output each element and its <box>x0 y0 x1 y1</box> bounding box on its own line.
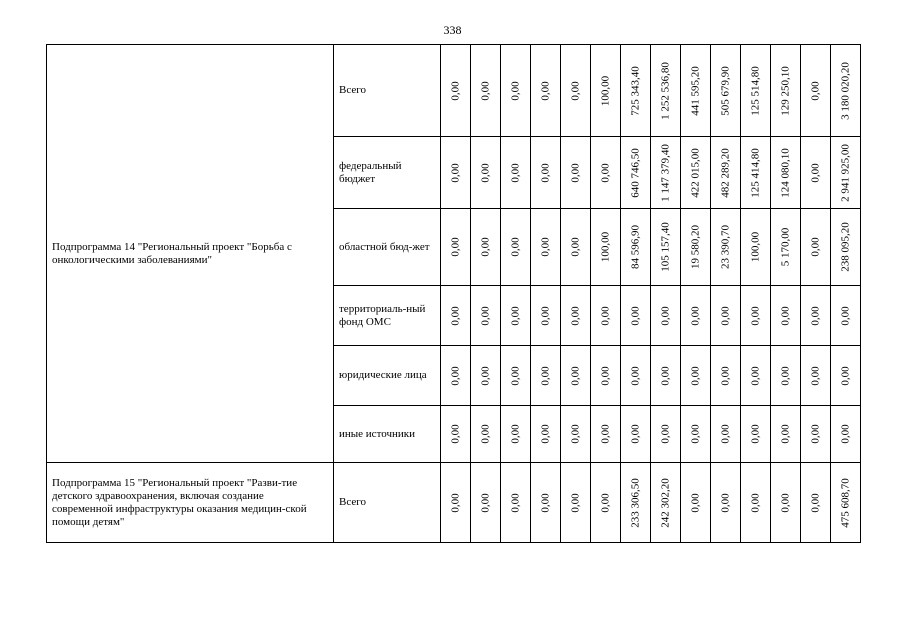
value-cell <box>771 346 801 406</box>
value-text: 125 514,80 <box>749 65 761 116</box>
value-cell <box>591 406 621 463</box>
funding-source-cell: юридические лица <box>334 346 441 406</box>
value-cell <box>771 406 801 463</box>
value-text: 84 596,90 <box>629 225 641 269</box>
funding-source-cell: иные источники <box>334 406 441 463</box>
value-text: 0,00 <box>839 424 851 444</box>
value-text: 0,00 <box>449 424 461 444</box>
value-cell <box>651 346 681 406</box>
value-text: 0,00 <box>509 365 521 386</box>
value-text: 0,00 <box>569 492 581 513</box>
value-cell <box>801 346 831 406</box>
value-text: 0,00 <box>719 305 731 326</box>
value-cell <box>441 209 471 286</box>
value-cell <box>651 406 681 463</box>
value-cell <box>831 209 861 286</box>
value-text: 238 095,20 <box>839 222 851 272</box>
value-text: 100,00 <box>749 231 761 263</box>
value-text: 422 015,00 <box>689 147 701 198</box>
table-row <box>47 45 861 137</box>
value-cell <box>741 45 771 137</box>
funding-source-cell: Всего <box>334 45 441 137</box>
value-cell <box>501 45 531 137</box>
value-text: 0,00 <box>659 305 671 326</box>
value-text: 0,00 <box>599 162 611 183</box>
value-cell <box>801 137 831 209</box>
value-cell <box>561 45 591 137</box>
value-text: 0,00 <box>569 162 581 183</box>
value-text: 0,00 <box>629 305 641 326</box>
value-cell <box>561 406 591 463</box>
value-text: 0,00 <box>779 365 791 386</box>
value-text: 0,00 <box>749 424 761 444</box>
value-text: 0,00 <box>449 492 461 513</box>
value-text: 0,00 <box>809 162 821 183</box>
value-text: 0,00 <box>689 305 701 326</box>
value-text: 105 157,40 <box>659 222 671 272</box>
value-cell <box>591 463 621 543</box>
value-cell <box>681 45 711 137</box>
program-name-cell: Подпрограмма 14 "Региональный проект "Борьба с онкологическими заболеваниями" <box>47 45 334 463</box>
value-cell <box>681 346 711 406</box>
value-cell <box>471 286 501 346</box>
value-text: 1 147 379,40 <box>659 143 671 202</box>
value-text: 125 414,80 <box>749 147 761 198</box>
value-cell <box>591 45 621 137</box>
value-text: 0,00 <box>569 424 581 444</box>
page-number: 338 <box>443 23 462 37</box>
value-cell <box>801 286 831 346</box>
value-cell <box>711 209 741 286</box>
value-text: 1 252 536,80 <box>659 61 671 120</box>
value-cell <box>531 286 561 346</box>
value-cell <box>801 45 831 137</box>
value-text: 0,00 <box>719 424 731 444</box>
value-cell <box>531 137 561 209</box>
value-text: 0,00 <box>539 162 551 183</box>
value-cell <box>621 406 651 463</box>
value-text: 0,00 <box>479 237 491 257</box>
funding-source-cell: федеральный бюджет <box>334 137 441 209</box>
value-cell <box>741 137 771 209</box>
value-cell <box>651 286 681 346</box>
value-text: 0,00 <box>809 492 821 513</box>
value-text: 0,00 <box>509 80 521 101</box>
value-cell <box>501 286 531 346</box>
value-cell <box>561 463 591 543</box>
value-text: 0,00 <box>479 305 491 326</box>
value-cell <box>741 286 771 346</box>
value-cell <box>711 45 741 137</box>
value-text: 725 343,40 <box>629 65 641 116</box>
value-text: 0,00 <box>599 305 611 326</box>
value-text: 0,00 <box>479 80 491 101</box>
value-cell <box>501 209 531 286</box>
value-text: 0,00 <box>539 365 551 386</box>
value-cell <box>681 463 711 543</box>
value-cell <box>471 406 501 463</box>
value-cell <box>831 45 861 137</box>
value-text: 0,00 <box>569 80 581 101</box>
value-text: 0,00 <box>599 365 611 386</box>
value-cell <box>471 463 501 543</box>
value-cell <box>531 406 561 463</box>
value-text: 0,00 <box>809 80 821 101</box>
value-cell <box>771 45 801 137</box>
value-cell <box>561 346 591 406</box>
value-text: 0,00 <box>569 305 581 326</box>
value-cell <box>831 463 861 543</box>
value-text: 0,00 <box>599 492 611 513</box>
value-text: 0,00 <box>449 80 461 101</box>
value-cell <box>651 137 681 209</box>
value-cell <box>831 346 861 406</box>
value-cell <box>651 463 681 543</box>
value-text: 100,00 <box>599 231 611 263</box>
value-cell <box>501 137 531 209</box>
value-text: 0,00 <box>749 365 761 386</box>
value-cell <box>471 346 501 406</box>
value-text: 0,00 <box>779 305 791 326</box>
value-text: 0,00 <box>749 305 761 326</box>
value-cell <box>771 286 801 346</box>
program-name-cell: Подпрограмма 15 "Региональный проект "Разви-тие детского здравоохранения, включая создание современной инфраструктуры оказания медицин-ской помощи детям" <box>47 463 334 543</box>
value-text: 0,00 <box>539 424 551 444</box>
value-cell <box>591 209 621 286</box>
value-cell <box>831 286 861 346</box>
value-cell <box>561 209 591 286</box>
value-text: 3 180 020,20 <box>839 61 851 120</box>
value-cell <box>591 286 621 346</box>
value-cell <box>711 463 741 543</box>
value-cell <box>681 286 711 346</box>
value-text: 505 679,90 <box>719 65 731 116</box>
value-text: 0,00 <box>779 492 791 513</box>
value-cell <box>441 346 471 406</box>
value-text: 0,00 <box>479 365 491 386</box>
value-cell <box>741 209 771 286</box>
value-cell <box>741 346 771 406</box>
value-text: 100,00 <box>599 75 611 106</box>
value-text: 0,00 <box>839 305 851 326</box>
value-text: 0,00 <box>719 365 731 386</box>
value-text: 0,00 <box>569 365 581 386</box>
value-text: 242 302,20 <box>659 477 671 528</box>
value-cell <box>771 137 801 209</box>
value-cell <box>801 406 831 463</box>
funding-source-cell: Всего <box>334 463 441 543</box>
value-text: 0,00 <box>629 424 641 444</box>
value-text: 0,00 <box>449 237 461 257</box>
value-text: 0,00 <box>659 424 671 444</box>
value-text: 0,00 <box>749 492 761 513</box>
value-text: 23 390,70 <box>719 225 731 269</box>
value-cell <box>801 463 831 543</box>
value-text: 0,00 <box>689 424 701 444</box>
value-cell <box>441 463 471 543</box>
value-cell <box>621 463 651 543</box>
value-cell <box>681 406 711 463</box>
value-cell <box>621 137 651 209</box>
value-text: 0,00 <box>449 162 461 183</box>
value-text: 19 580,20 <box>689 225 701 269</box>
value-cell <box>471 45 501 137</box>
value-text: 2 941 925,00 <box>839 143 851 202</box>
value-cell <box>681 209 711 286</box>
value-cell <box>501 463 531 543</box>
value-text: 0,00 <box>569 237 581 257</box>
value-text: 0,00 <box>779 424 791 444</box>
value-cell <box>531 45 561 137</box>
value-cell <box>531 209 561 286</box>
value-text: 0,00 <box>509 162 521 183</box>
value-text: 0,00 <box>539 80 551 101</box>
value-text: 640 746,50 <box>629 147 641 198</box>
value-text: 441 595,20 <box>689 65 701 116</box>
table-body <box>47 45 861 543</box>
value-text: 0,00 <box>689 492 701 513</box>
value-cell <box>771 209 801 286</box>
value-text: 482 289,20 <box>719 147 731 198</box>
value-cell <box>561 286 591 346</box>
value-text: 0,00 <box>479 162 491 183</box>
value-text: 0,00 <box>539 237 551 257</box>
funding-source-cell: территориаль-ный фонд ОМС <box>334 286 441 346</box>
value-cell <box>441 137 471 209</box>
value-text: 0,00 <box>809 305 821 326</box>
value-cell <box>561 137 591 209</box>
value-text: 475 608,70 <box>839 477 851 528</box>
value-text: 0,00 <box>599 424 611 444</box>
value-text: 0,00 <box>809 424 821 444</box>
value-text: 0,00 <box>839 365 851 386</box>
value-cell <box>621 286 651 346</box>
value-cell <box>441 286 471 346</box>
value-cell <box>711 406 741 463</box>
value-cell <box>651 45 681 137</box>
value-text: 0,00 <box>629 365 641 386</box>
value-cell <box>771 463 801 543</box>
value-text: 0,00 <box>809 237 821 257</box>
value-cell <box>711 346 741 406</box>
value-text: 0,00 <box>539 305 551 326</box>
value-cell <box>531 346 561 406</box>
value-cell <box>741 406 771 463</box>
value-cell <box>501 406 531 463</box>
value-text: 0,00 <box>719 492 731 513</box>
value-cell <box>621 45 651 137</box>
value-cell <box>831 137 861 209</box>
budget-table <box>46 44 861 543</box>
value-cell <box>651 209 681 286</box>
value-text: 0,00 <box>809 365 821 386</box>
value-cell <box>471 137 501 209</box>
value-text: 0,00 <box>659 365 671 386</box>
value-text: 0,00 <box>689 365 701 386</box>
value-cell <box>501 346 531 406</box>
value-text: 5 170,00 <box>779 227 791 267</box>
value-text: 124 080,10 <box>779 147 791 198</box>
value-cell <box>831 406 861 463</box>
value-text: 0,00 <box>449 305 461 326</box>
value-cell <box>591 346 621 406</box>
value-cell <box>621 346 651 406</box>
value-cell <box>711 137 741 209</box>
value-cell <box>681 137 711 209</box>
value-cell <box>471 209 501 286</box>
value-text: 0,00 <box>509 424 521 444</box>
value-cell <box>741 463 771 543</box>
value-cell <box>441 406 471 463</box>
value-cell <box>591 137 621 209</box>
value-text: 0,00 <box>509 237 521 257</box>
value-text: 0,00 <box>479 492 491 513</box>
value-text: 129 250,10 <box>779 65 791 116</box>
value-cell <box>621 209 651 286</box>
value-text: 233 306,50 <box>629 477 641 528</box>
value-text: 0,00 <box>539 492 551 513</box>
value-cell <box>801 209 831 286</box>
value-text: 0,00 <box>509 492 521 513</box>
value-text: 0,00 <box>449 365 461 386</box>
value-text: 0,00 <box>509 305 521 326</box>
funding-source-cell: областной бюд-жет <box>334 209 441 286</box>
table-row <box>47 463 861 543</box>
value-cell <box>441 45 471 137</box>
value-cell <box>531 463 561 543</box>
value-cell <box>711 286 741 346</box>
value-text: 0,00 <box>479 424 491 444</box>
